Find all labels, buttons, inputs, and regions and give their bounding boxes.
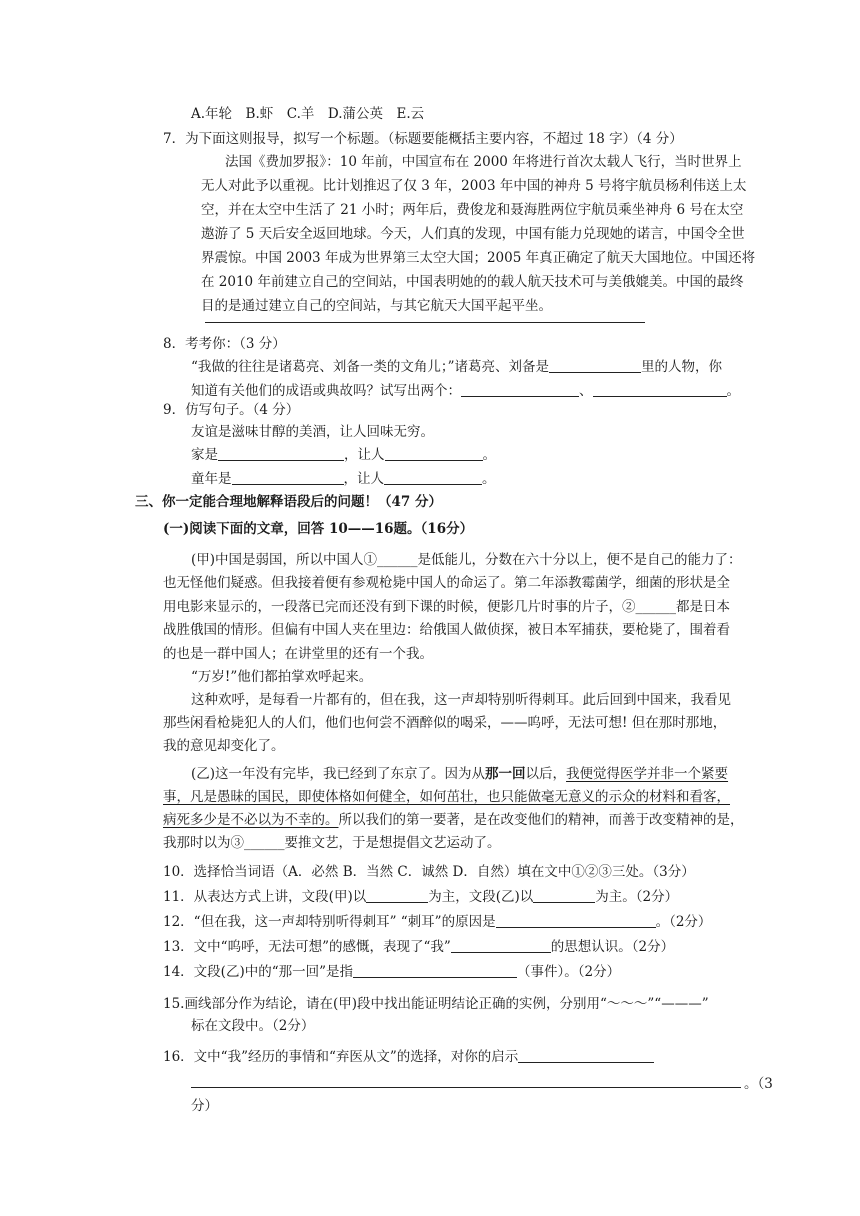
q8-end: 。 <box>726 383 740 399</box>
q9-text: ，让人 <box>344 447 385 463</box>
q9-blank-1a[interactable] <box>218 446 344 461</box>
q12-text: 12．“但在我，这一声却特别听得刺耳” “刺耳”的原因是 <box>163 914 496 930</box>
passage-a-line: 我的意见却变化了。 <box>163 738 285 754</box>
q16-answer-line[interactable] <box>191 1087 741 1088</box>
q8-prompt: 8．考考你：（3 分） <box>163 336 286 352</box>
subsection-1-title: (一)阅读下面的文章，回答 10——16题。（16分） <box>163 521 474 537</box>
passage-b-line-4: 我那时以为③______要推文艺，于是想提倡文艺运动了。 <box>163 835 501 851</box>
q7-report-line: 目的是通过建立自己的空间站，与其它航天大国平起平坐。 <box>201 298 552 314</box>
passage-b-bold-phrase: 那一回 <box>485 766 526 782</box>
q8-text: 知道有关他们的成语或典故吗？试写出两个： <box>191 383 461 399</box>
q16-score-continued: 分） <box>191 1098 218 1114</box>
q13-text: 的思想认识。（2分） <box>550 939 675 955</box>
q9-blank-2a[interactable] <box>232 470 344 485</box>
q11 <box>163 887 678 907</box>
passage-b-text: 以后， <box>525 766 567 782</box>
q9-text: 童年是 <box>191 471 232 487</box>
passage-b-underlined: 我便觉得医学并非一个紧要 <box>566 766 729 782</box>
q9-text: ，让人 <box>343 471 384 487</box>
passage-b-underlined: 病死多少是不必以为不幸的。 <box>163 812 339 828</box>
q14-text: （事件）。（2分） <box>517 964 621 980</box>
q13-blank[interactable] <box>451 938 551 953</box>
q16-score: 。（3 <box>744 1076 773 1092</box>
q11-text: 11．从表达方式上讲，文段(甲)以 <box>163 889 367 905</box>
q16-blank-a[interactable] <box>518 1048 654 1063</box>
passage-a-line: 用电影来显示的，一段落已完而还没有到下课的时候，便影几片时事的片子，②______都是日本 <box>163 599 730 615</box>
q8-separator: 、 <box>579 383 593 399</box>
q11-blank-a[interactable] <box>366 888 428 903</box>
q9-text: 。 <box>482 471 496 487</box>
q11-text: 为主，文段(乙)以 <box>428 889 534 905</box>
q9-blank-2b[interactable] <box>384 470 482 485</box>
q15: 15.画线部分作为结论，请在(甲)段中找出能证明结论正确的实例，分别用“～～～”“———” <box>163 996 709 1012</box>
q8-line-2 <box>191 381 740 401</box>
q7-report-line: 无人对此予以重视。比计划推迟了仅 3 年，2003 年中国的神舟 5 号将宇航员杨利伟送上太 <box>201 178 747 194</box>
q9-text: 家是 <box>191 447 218 463</box>
section-3-title: 三、你一定能合理地解释语段后的问题！（47 分） <box>135 494 442 510</box>
q9-blank-1b[interactable] <box>385 446 483 461</box>
passage-b-text: 所以我们的第一要著，是在改变他们的精神，而善于改变精神的是， <box>338 812 744 828</box>
q13-text: 13．文中“呜呼，无法可想”的感慨，表现了“我” <box>163 939 451 955</box>
q9-prompt: 9．仿写句子。（4 分） <box>163 402 300 418</box>
passage-a-line: (甲)中国是弱国，所以中国人①______是低能儿，分数在六十分以上，便不是自己的能力了： <box>191 552 742 568</box>
q16-text: 16．文中“我”经历的事情和“弃医从文”的选择，对你的启示 <box>163 1049 519 1065</box>
passage-a-line: 那些闲看枪毙犯人的人们，他们也何尝不酒醉似的喝采，——呜呼，无法可想! 但在那时那地， <box>163 715 727 731</box>
q14 <box>163 962 620 982</box>
q9-line-1 <box>191 445 496 465</box>
q9-text: 。 <box>482 447 496 463</box>
q16 <box>163 1047 654 1067</box>
q7-prompt: 7．为下面这则报导，拟写一个标题。（标题要能概括主要内容，不超过 18 字）（4 分） <box>163 131 683 147</box>
q11-blank-b[interactable] <box>533 888 595 903</box>
passage-b-text: (乙)这一年没有完毕，我已经到了东京了。因为从 <box>191 766 486 782</box>
passage-a-line: 战胜俄国的情形。但偏有中国人夹在里边：给俄国人做侦探，被日本军捕获，要枪毙了，围着看 <box>163 622 730 638</box>
q8-blank-idiom-2[interactable] <box>593 382 727 397</box>
passage-b-underlined-line: 事，凡是愚昧的国民，即使体格如何健全，如何茁壮，也只能做毫无意义的示众的材料和看客， <box>163 789 730 805</box>
q7-answer-line[interactable] <box>205 322 645 323</box>
q8-blank-idiom-1[interactable] <box>461 382 579 397</box>
q7-report-line: 在 2010 年前建立自己的空间站，中国表明她的的载人航天技术可与美俄媲美。中国的最终 <box>201 274 744 290</box>
passage-b-line-3 <box>163 810 744 830</box>
q12-blank[interactable] <box>496 913 656 928</box>
q9-example: 友谊是滋味甘醇的美酒，让人回味无穷。 <box>191 424 434 440</box>
q9-line-2 <box>191 469 496 489</box>
q12-text: 。（2分） <box>655 914 712 930</box>
passage-a-cheer: “万岁!”他们都拍掌欢呼起来。 <box>191 669 373 685</box>
q7-report-line: 空，并在太空中生活了 21 小时；两年后，费俊龙和聂海胜两位宇航员乘坐神舟 6 号在太空 <box>201 202 744 218</box>
passage-b-line-1 <box>191 764 728 784</box>
passage-a-line: 的也是一群中国人；在讲堂里的还有一个我。 <box>163 646 433 662</box>
q14-text: 14．文段(乙)中的“那一回”是指 <box>163 964 354 980</box>
q8-text: “我做的往往是诸葛亮、刘备一类的文角儿；”诸葛亮、刘备是 <box>191 359 550 375</box>
q13 <box>163 937 674 957</box>
q8-text: 里的人物，你 <box>641 359 723 375</box>
q7-report-line: 界震惊。中国 2003 年成为世界第三太空大国；2005 年真正确定了航天大国地位。中国还将 <box>201 250 756 266</box>
answer-options: A.年轮 B.虾 C.羊 D.蒲公英 E.云 <box>191 106 425 122</box>
q8-line-1 <box>191 357 722 377</box>
q7-report-line: 法国《费加罗报》：10 年前，中国宣布在 2000 年将进行首次太载人飞行，当时世界上 <box>225 154 742 170</box>
q15-continued: 标在文段中。（2分） <box>191 1018 315 1034</box>
passage-a-line: 也无怪他们疑惑。但我接着便有参观枪毙中国人的命运了。第二年添教霉菌学，细菌的形状是全 <box>163 575 730 591</box>
q14-blank[interactable] <box>353 963 517 978</box>
q10: 10．选择恰当词语（A．必然 B．当然 C．诚然 D．自然）填在文中①②③三处。（3分） <box>163 864 695 880</box>
q7-report-line: 遨游了 5 天后安全返回地球。今天，人们真的发现，中国有能力兑现她的诺言，中国令全世 <box>201 226 745 242</box>
passage-a-line: 这种欢呼，是每看一片都有的，但在我，这一声却特别听得刺耳。此后回到中国来，我看见 <box>191 692 731 708</box>
q8-blank-book[interactable] <box>549 358 641 373</box>
q12 <box>163 912 711 932</box>
q11-text: 为主。（2分） <box>595 889 679 905</box>
